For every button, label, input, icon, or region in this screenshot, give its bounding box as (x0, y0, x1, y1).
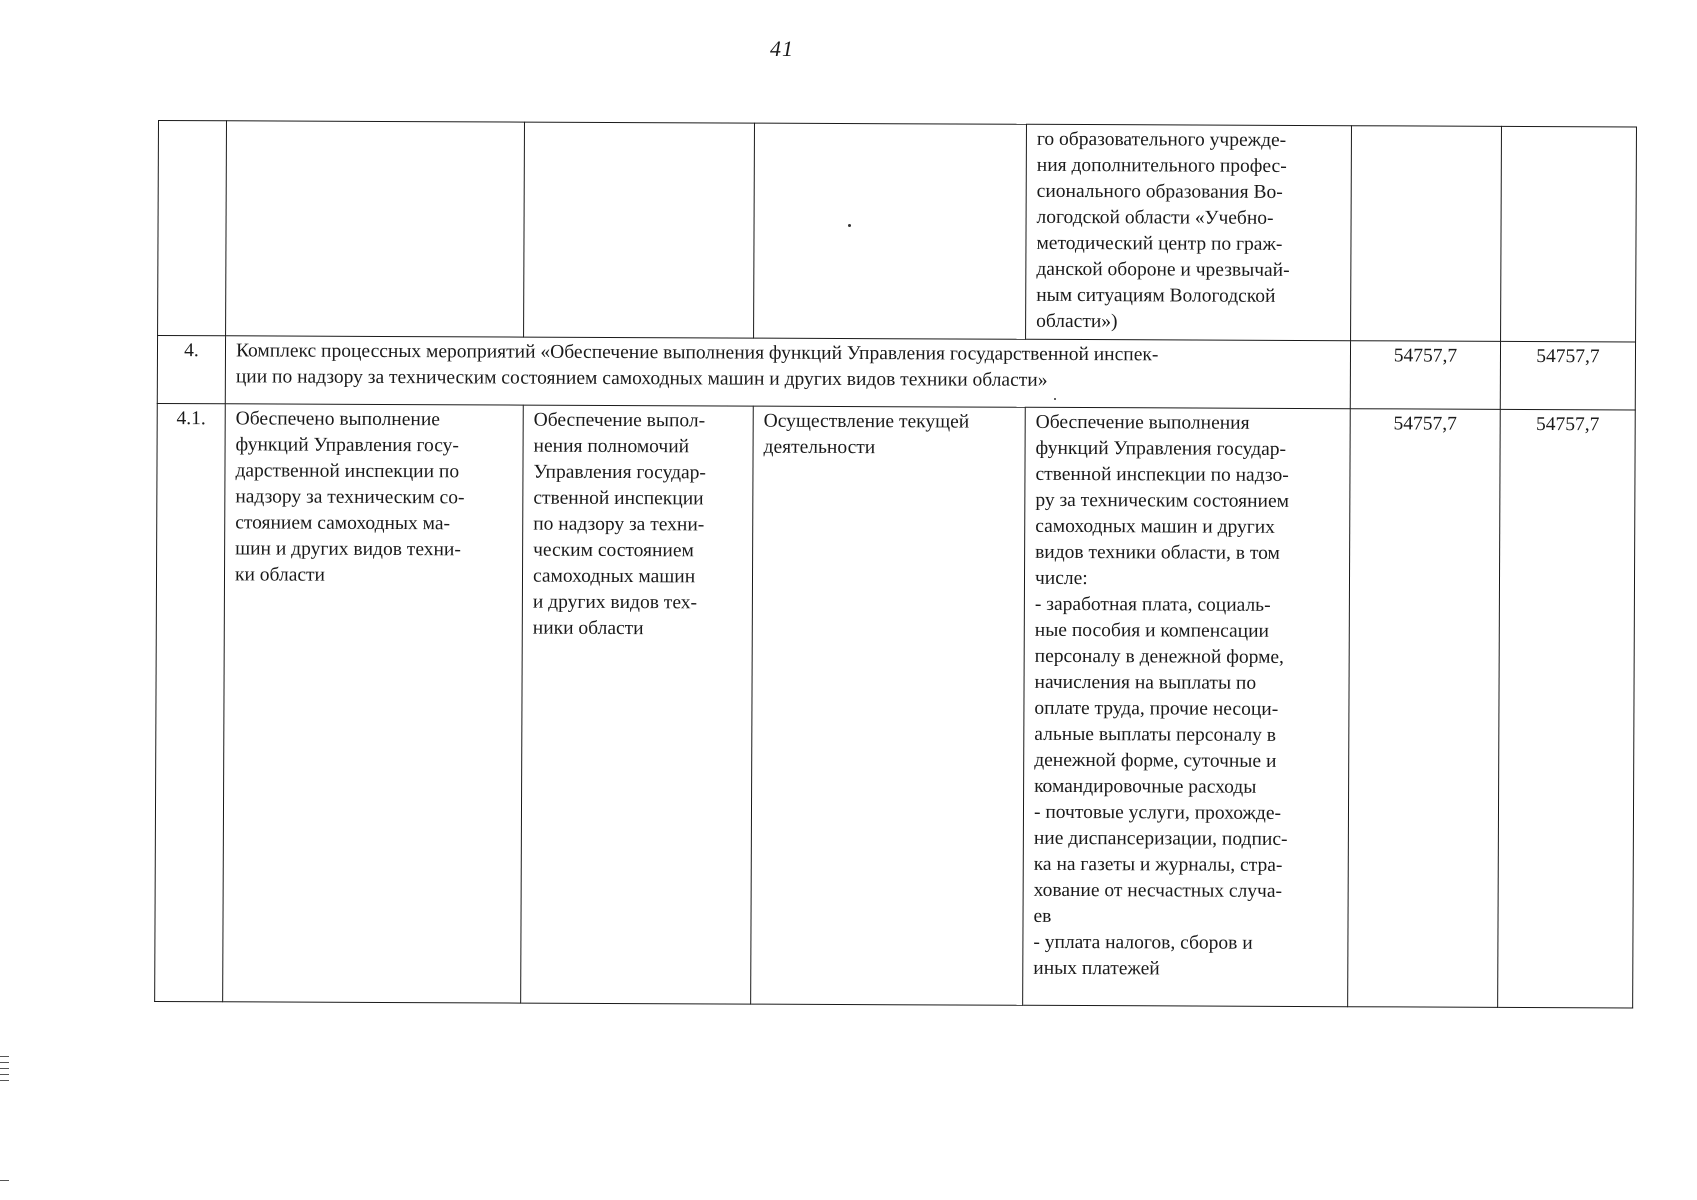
cell-type (754, 123, 1027, 339)
section-number: 4. (157, 336, 225, 404)
margin-mark (0, 1180, 9, 1181)
cell-value-1 (1351, 126, 1502, 342)
item-value-2: 54757,7 (1498, 409, 1636, 1008)
section-value-2: 54757,7 (1500, 341, 1635, 410)
item-result: Обеспечено выполнение функций Управления госу- дарственной инспекции по надзору за техническим со- стоянием самоходных ма- шин и других видов техни- ки области (223, 404, 524, 1003)
margin-marks (0, 1056, 10, 1086)
cell-number (158, 121, 227, 336)
table-row-continued (158, 121, 1637, 342)
section-value-1: 54757,7 (1350, 341, 1500, 410)
document-table (154, 120, 1637, 1008)
page-number: 41 (770, 36, 794, 61)
table-row-item (155, 403, 1636, 1007)
item-value-1: 54757,7 (1348, 409, 1501, 1008)
item-type: Осуществление текущей деятельности (751, 406, 1026, 1005)
scan-speck (1054, 398, 1056, 400)
cell-result (226, 121, 525, 337)
table-row-section (157, 336, 1635, 410)
item-description: Обеспечение выполнения функций Управления государ- ственной инспекции по надзо- ру за техническим состоянием самоходных машин и других видов техники области, в том числе: - заработная плата, социаль- ные пособия и компенсации персоналу в денежной форме, начисления на выплаты по оплате труда, прочие несоци- альные выплаты персоналу в денежной форме, суточные и командировочные расходы - почтовые услуги, прохожде- ние диспансеризации, подпис- ка на газеты и журналы, стра- хование от несчастных случа- ев - уплата налогов, сборов и иных платежей (1023, 407, 1351, 1006)
cell-value-2 (1501, 126, 1637, 342)
item-number: 4.1. (155, 403, 226, 1001)
cell-task (524, 122, 755, 338)
scan-speck (848, 224, 851, 227)
cell-description: го образовательного учрежде- ния дополнительного профес- сионального образования Во- логодской области «Учебно- методический центр по граж- данской обороне и чрезвычай- ным ситуациям Вологодской области») (1026, 124, 1352, 340)
section-title: Комплекс процессных мероприятий «Обеспечение выполнения функций Управления государственной инспек- ции по надзору за техническим состоянием самоходных машин и других видов техники области» (225, 336, 1350, 409)
item-task: Обеспечение выпол- нения полномочий Управления государ- ственной инспекции по надзору за техни- ческим состоянием самоходных машин и других видов тех- ники области (521, 405, 754, 1004)
